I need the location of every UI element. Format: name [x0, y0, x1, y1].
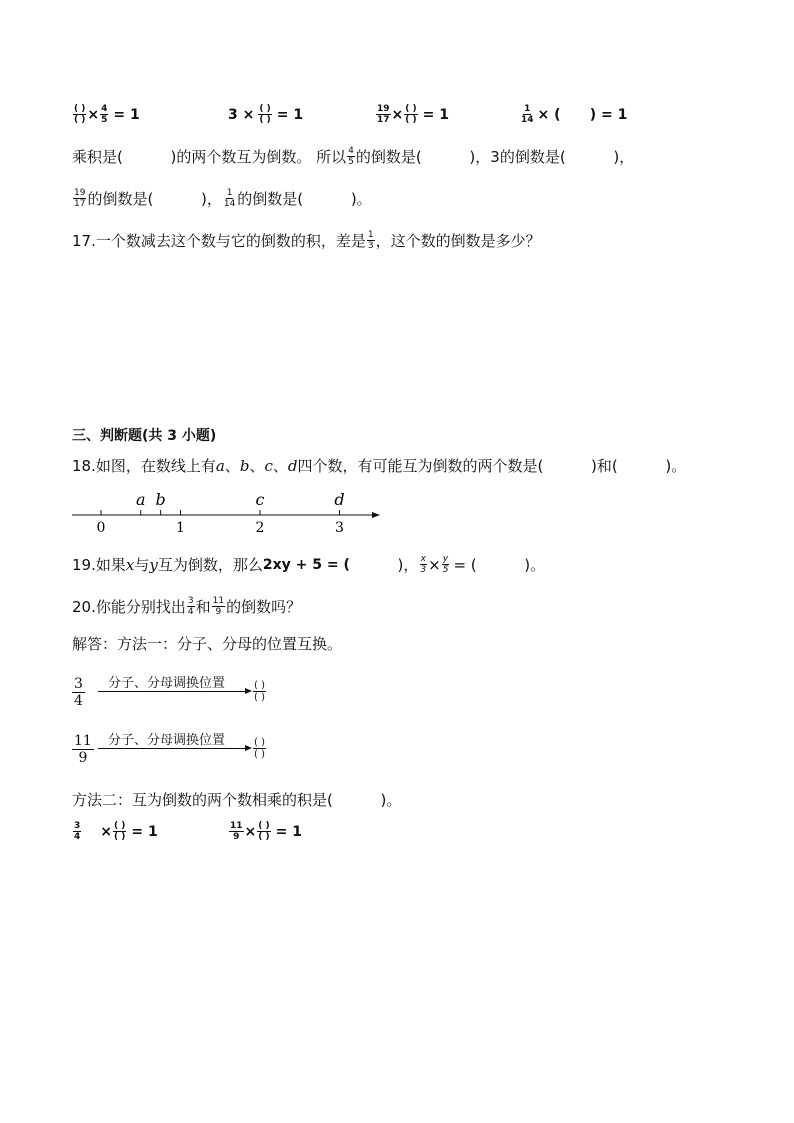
fraction — [223, 188, 236, 209]
denominator: 17 — [377, 115, 390, 125]
text-segment: 的倒数是( )，3的倒数是( )， — [355, 148, 635, 166]
question-20 — [72, 596, 301, 617]
blank-fraction — [73, 104, 86, 125]
denominator: 14 — [223, 199, 236, 209]
arrow-right-icon — [245, 745, 252, 751]
denominator: ( ) — [259, 115, 271, 125]
denominator: 9 — [215, 607, 222, 617]
reciprocal-definition-line — [72, 146, 634, 167]
equals-one: = 1 — [275, 823, 302, 840]
numerator: 4 — [348, 146, 354, 156]
equals-one: = 1 — [276, 106, 304, 123]
arrow-right-icon — [245, 688, 252, 694]
numerator: ( ) — [259, 104, 271, 114]
variable-b: b — [239, 456, 250, 475]
fraction — [187, 596, 195, 617]
swap-result-fraction — [252, 737, 267, 760]
fraction — [212, 596, 225, 617]
denominator: 3 — [420, 565, 427, 575]
numerator: 3 — [187, 596, 194, 606]
equals-one: = 1 — [131, 823, 158, 840]
fraction — [100, 104, 108, 125]
question-19 — [72, 554, 545, 575]
fraction — [442, 554, 450, 575]
text-segment: 的倒数是( )， — [87, 190, 222, 208]
times-sign: × — [100, 823, 112, 840]
blank-fraction — [113, 821, 126, 842]
equation-lhs: 3 × — [228, 106, 255, 123]
question-text: 19.如果 — [72, 556, 126, 574]
numerator: ( ) — [258, 821, 270, 831]
number-line — [60, 484, 390, 542]
numerator: ( ) — [254, 737, 265, 748]
top-equation-1 — [72, 104, 140, 125]
blank-fraction — [253, 737, 266, 760]
separator: 、 — [272, 457, 288, 475]
point-label-b: b — [155, 490, 166, 509]
tick-label: 3 — [335, 520, 344, 536]
numerator: 11 — [212, 596, 225, 606]
denominator: ( ) — [254, 692, 265, 703]
answer-blank: )， — [349, 556, 419, 574]
numerator: 1 — [226, 188, 233, 198]
swap-source-fraction — [72, 676, 85, 709]
fraction — [376, 104, 391, 125]
numerator: 11 — [230, 821, 243, 831]
fraction — [347, 146, 355, 167]
top-equation-4 — [519, 104, 627, 125]
numerator: ( ) — [114, 821, 126, 831]
denominator: 3 — [367, 241, 374, 251]
fraction — [419, 554, 427, 575]
variable-d: d — [287, 456, 298, 475]
question-text: 18.如图，在数线上有 — [72, 457, 216, 475]
times-sign: × — [244, 823, 257, 840]
reciprocal-fill-line — [72, 188, 372, 209]
equation-rest: × ( ) = 1 — [537, 106, 628, 123]
denominator: ( ) — [74, 115, 86, 125]
swap-result-fraction — [252, 680, 267, 703]
fraction — [229, 821, 244, 842]
point-label-a: a — [135, 490, 146, 509]
denominator: ( ) — [405, 115, 417, 125]
denominator: 5 — [101, 115, 108, 125]
denominator: 4 — [74, 832, 81, 842]
tick-label: 1 — [176, 520, 185, 536]
question-18 — [72, 455, 686, 476]
numerator: 3 — [74, 676, 83, 692]
denominator: 4 — [74, 693, 83, 709]
fraction — [73, 188, 86, 209]
separator: 、 — [224, 457, 240, 475]
numerator: ( ) — [74, 104, 86, 114]
numerator: 4 — [101, 104, 108, 114]
variable-x: x — [125, 555, 135, 574]
number-line-arrow-icon — [372, 512, 380, 518]
top-equation-3 — [375, 104, 449, 125]
times-sign: × — [87, 106, 100, 123]
numerator: ( ) — [254, 680, 265, 691]
point-label-d: d — [334, 490, 345, 509]
denominator: 9 — [78, 750, 88, 766]
equals-one: = 1 — [113, 106, 140, 123]
numerator: ( ) — [405, 104, 417, 114]
blank-fraction — [258, 104, 271, 125]
question-text: 的倒数吗？ — [226, 598, 302, 616]
swap-source-fraction — [72, 733, 94, 766]
denominator: 14 — [521, 115, 534, 125]
swap-arrow-line — [98, 748, 246, 749]
fraction — [367, 230, 375, 251]
numerator: 1 — [367, 230, 374, 240]
separator: 、 — [249, 457, 265, 475]
tick-label: 2 — [255, 520, 265, 536]
denominator: 4 — [187, 607, 194, 617]
equals-one: = 1 — [422, 106, 449, 123]
variable-y: y — [149, 555, 158, 574]
numerator: 19 — [377, 104, 390, 114]
question-text: ，这个数的倒数是多少？ — [375, 232, 541, 250]
blank-fraction — [257, 821, 270, 842]
swap-label: 分子、分母调换位置 — [108, 676, 226, 691]
text-segment: 乘积是( )的两个数互为倒数。 所以 — [72, 148, 347, 166]
numerator: 19 — [74, 188, 86, 198]
question-text: 17.一个数减去这个数与它的倒数的积，差是 — [72, 232, 366, 250]
tick-label: 0 — [96, 520, 106, 536]
answer-method-2: 方法二：互为倒数的两个数相乘的积是( )。 — [72, 791, 402, 809]
question-text: 20.你能分别找出 — [72, 598, 186, 616]
denominator: 5 — [348, 157, 354, 167]
times-sign: × — [428, 555, 441, 574]
top-equation-2 — [228, 104, 303, 125]
blank-fraction — [404, 104, 417, 125]
numerator: x — [420, 554, 426, 564]
expression: 2xy + 5 = ( — [262, 556, 350, 573]
point-label-c: c — [255, 490, 265, 509]
text-segment: 的倒数是( )。 — [237, 190, 372, 208]
denominator: ( ) — [258, 832, 270, 842]
swap-label: 分子、分母调换位置 — [108, 733, 226, 748]
fraction — [520, 104, 535, 125]
bottom-equation-1 — [72, 821, 158, 842]
fraction — [73, 821, 81, 842]
denominator: ( ) — [254, 749, 265, 760]
blank-fraction — [253, 680, 266, 703]
numerator: 1 — [524, 104, 531, 114]
question-17 — [72, 230, 541, 251]
denominator: 5 — [442, 565, 449, 575]
numerator: 11 — [74, 733, 92, 749]
bottom-equation-2 — [228, 821, 302, 842]
numerator: y — [442, 554, 449, 564]
answer-blank: = ( )。 — [453, 556, 546, 574]
denominator: ( ) — [114, 832, 126, 842]
question-text: 互为倒数，那么 — [157, 556, 263, 574]
question-text: 四个数，有可能互为倒数的两个数是( )和( )。 — [297, 457, 687, 475]
swap-arrow-line — [98, 691, 246, 692]
answer-method-1: 解答：方法一：分子、分母的位置互换。 — [72, 635, 343, 653]
question-text: 和 — [195, 598, 211, 616]
question-text: 与 — [134, 556, 150, 574]
times-sign: × — [391, 106, 404, 123]
variable-a: a — [215, 456, 225, 475]
section-heading: 三、判断题(共 3 小题) — [72, 428, 217, 444]
variable-c: c — [264, 456, 273, 475]
denominator: 17 — [74, 199, 86, 209]
denominator: 9 — [233, 832, 240, 842]
numerator: 3 — [74, 821, 81, 831]
